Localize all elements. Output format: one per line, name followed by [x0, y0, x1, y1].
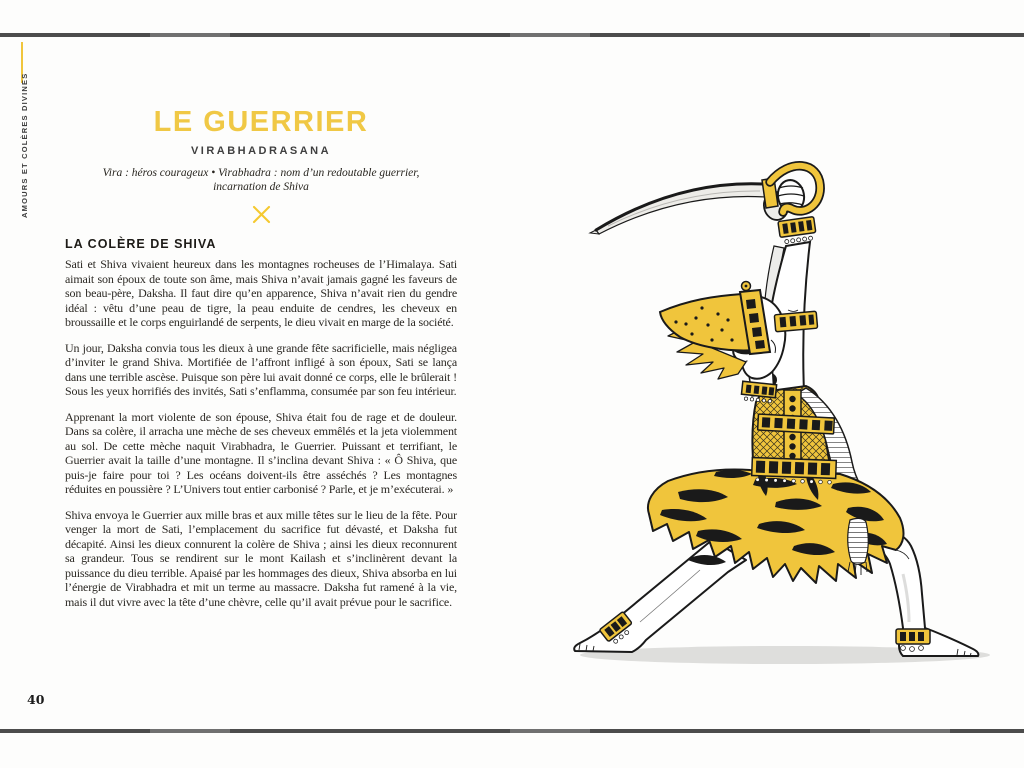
warrior-illustration	[550, 150, 1022, 670]
body-paragraph: Un jour, Daksha convia tous les dieux à une grande fête sacrificielle, mais négligea d’inviter le grand Shiva. Mortifiée de l’affront infligé à son époux, Sati se lança dans une terrible ascèse. Puisque son père lui avait donné ce corps, elle le brûlerait ! Sous les yeux horrifiés des invités, Sati s’enflamma, consumée par son feu intérieur.	[65, 340, 457, 398]
pose-etymology	[65, 166, 457, 194]
pose-header	[65, 106, 457, 229]
top-rule	[0, 33, 1024, 37]
pose-title: LE GUERRIER	[153, 106, 369, 138]
chest-belt	[758, 414, 835, 434]
article	[65, 238, 457, 620]
etymology-line-1: Vira : héros courageux • Virabhadra : nom d’un redoutable guerrier,	[102, 167, 420, 179]
body-paragraph: Sati et Shiva vivaient heureux dans les montagnes rocheuses de l’Himalaya. Sati aimait son époux de toute son âme, mais Shiva n’avait jamais gagné les faveurs de son beau-père, Daksha. Il faut dire qu’en apparence, Shiva n’avait rien du gendre idéal : vêtu d’une peau de tigre, la peau enduite de cendres, les cheveux en broussaille et le corps enguirlandé de serpents, le dieu vivait en marge de la société.	[65, 257, 457, 329]
section-heading: LA COLÈRE DE SHIVA	[65, 237, 217, 251]
body-paragraph: Shiva envoya le Guerrier aux mille bras et aux mille têtes sur le lieu de la fête. Pour venger la mort de Sati, l’emplacement du sacrifice fut dévasté, et Daksha fut décapité. Ainsi les dieux connurent la colère de Shiva ; ainsi les dieux reconnurent sa grandeur. Tous se rendirent sur le mont Kailash et s’inclinèrent devant la puissance du dieu terrible. Apaisé par les hommages des dieux, Shiva absorba en lui l’énergie de Virabhadra et mit un terme au massacre. Daksha fut ramené à la vie, mais il dut vivre avec la tête d’une chèvre, celle qu’il avait prévue pour le sacrifice.	[65, 507, 457, 609]
x-ornament-icon	[65, 205, 457, 229]
body-paragraph: Apprenant la mort violente de son épouse, Shiva était fou de rage et de douleur. Dans sa colère, il arracha une mèche de ses cheveux emmêlés et la jeta violemment au sol. De cette mèche naquit Virabhadra, le Guerrier. Puissant et terrifiant, le Guerrier avait la taille d’une montagne. Il s’inclina devant Shiva : « Ô Shiva, que puis-je faire pour toi ? Les océans doivent-ils être asséchés ? Les montagnes réduites en poussière ? L’Univers tout entier carbonisé ? Parle, et je m’exécuterai. »	[65, 409, 457, 496]
virabhadra-figure	[550, 150, 1022, 670]
chapter-title-vertical: AMOURS ET COLÈRES DIVINES	[20, 72, 29, 218]
necklace	[741, 381, 777, 403]
pose-sanskrit-name: VIRABHADRASANA	[190, 145, 332, 157]
bottom-rule	[0, 729, 1024, 733]
page-number: 40	[27, 692, 45, 707]
back-leg	[574, 540, 746, 652]
wrist-bracelet	[778, 217, 817, 245]
elbow-armband	[774, 311, 817, 332]
etymology-line-2: incarnation de Shiva	[213, 181, 309, 193]
